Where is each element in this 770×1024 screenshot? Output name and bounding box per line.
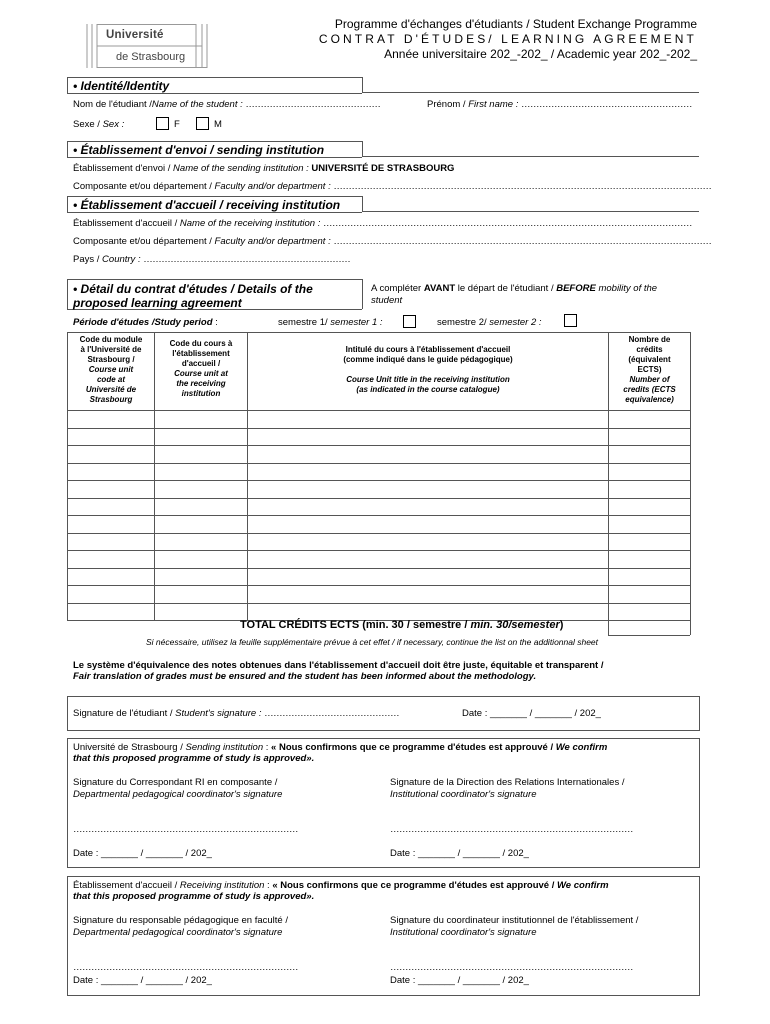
- sex-f-label: F: [174, 119, 180, 130]
- logo-text-line2: de Strasbourg: [116, 51, 186, 63]
- receiving-approval-line1: Établissement d'accueil / Receiving institution : « Nous confirmons que ce programme d'études est approuvé / We confirm: [73, 880, 609, 891]
- table-row[interactable]: [68, 463, 691, 481]
- student-firstname-field[interactable]: …………………………………………………: [520, 99, 692, 110]
- receiving-left-en: Departmental pedagogical coordinator's signature: [73, 927, 283, 938]
- student-signature-date[interactable]: Date : _______ / _______ / 202_: [462, 708, 601, 719]
- receiving-institution-field[interactable]: ……………………………………………………………………………………………………………: [323, 218, 693, 229]
- table-row[interactable]: [68, 568, 691, 586]
- header-col-credits: Nombre de crédits (équivalent ECTS) Number of credits (ECTS equivalence): [609, 333, 691, 411]
- receiving-right-fr: Signature du coordinateur institutionnel de l'établissement /: [390, 915, 639, 926]
- country-row: Pays / Country : ……………………………………………………………: [73, 254, 351, 265]
- total-credits-label: TOTAL CRÉDITS ECTS (min. 30 / semestre / min. 30/semester): [240, 619, 564, 631]
- receiving-right-signature-field[interactable]: ………………………………………………………………………: [390, 962, 633, 973]
- university-logo: [86, 24, 208, 68]
- receiving-right-en: Institutional coordinator's signature: [390, 927, 537, 938]
- sending-left-signature-field[interactable]: …………………………………………………………………: [73, 824, 298, 835]
- receiving-right-date[interactable]: Date : _______ / _______ / 202_: [390, 975, 529, 986]
- header-col-course-code: Code du cours à l'établissement d'accueil / Course unit at the receiving institution: [155, 333, 248, 411]
- receiving-institution-row: Établissement d'accueil / Name of the receiving institution : ……………………………………………………………………………………………………………: [73, 218, 693, 229]
- table-row[interactable]: [68, 411, 691, 429]
- receiving-left-signature-field[interactable]: …………………………………………………………………: [73, 962, 298, 973]
- sex-m-checkbox[interactable]: [196, 117, 209, 130]
- sending-institution-value: UNIVERSITÉ DE STRASBOURG: [311, 163, 455, 174]
- table-row[interactable]: [68, 516, 691, 534]
- header-contract-title: CONTRAT D'ÉTUDES/ LEARNING AGREEMENT: [318, 32, 697, 46]
- semester2-label: semestre 2/ semester 2 :: [437, 317, 542, 328]
- identity-section-title: • Identité/Identity: [73, 79, 170, 93]
- semester2-checkbox[interactable]: [564, 314, 577, 327]
- student-signature-row: Signature de l'étudiant / Student's signature : ………………………………………: [73, 708, 400, 719]
- sex-f-checkbox[interactable]: [156, 117, 169, 130]
- student-name-row: Nom de l'étudiant /Name of the student : ………………………………………: [73, 99, 381, 110]
- sending-right-fr: Signature de la Direction des Relations Internationales /: [390, 777, 625, 788]
- sending-department-field[interactable]: ………………………………………………………………………………………………………………: [333, 181, 712, 192]
- course-table-header: [68, 333, 691, 411]
- study-period-row: Période d'études /Study period :: [73, 317, 218, 328]
- student-firstname-row: Prénom / First name : …………………………………………………: [427, 99, 692, 110]
- sending-right-en: Institutional coordinator's signature: [390, 789, 537, 800]
- equivalence-en: Fair translation of grades must be ensured and the student has been informed about the methodology.: [73, 671, 537, 682]
- table-row[interactable]: [68, 603, 691, 621]
- table-row[interactable]: [68, 446, 691, 464]
- sending-approval-line1: Université de Strasbourg / Sending institution : « Nous confirmons que ce programme d'études est approuvé / We confirm: [73, 742, 608, 753]
- sending-left-fr: Signature du Correspondant RI en composante /: [73, 777, 278, 788]
- header-col-course-title: Intitulé du cours à l'établissement d'accueil (comme indiqué dans le guide pédagogique) Course Unit title in the receiving institution (as indicated in the course catalogue): [248, 333, 609, 411]
- receiving-department-field[interactable]: ………………………………………………………………………………………………………………: [333, 236, 712, 247]
- receiving-left-date[interactable]: Date : _______ / _______ / 202_: [73, 975, 212, 986]
- student-signature-field[interactable]: ………………………………………: [264, 708, 400, 719]
- equivalence-fr: Le système d'équivalence des notes obtenues dans l'établissement d'accueil doit être juste, équitable et transparent /: [73, 660, 604, 671]
- receiving-approval-line2: that this proposed programme of study is approved».: [73, 891, 315, 902]
- table-row[interactable]: [68, 428, 691, 446]
- table-row[interactable]: [68, 533, 691, 551]
- table-row[interactable]: [68, 551, 691, 569]
- sex-label: Sexe / Sex :: [73, 119, 125, 130]
- receiving-department-row: Composante et/ou département / Faculty and/or department : ………………………………………………………………………………………………………………: [73, 236, 712, 247]
- student-name-field[interactable]: ………………………………………: [245, 99, 381, 110]
- receiving-section-title: • Établissement d'accueil / receiving institution: [73, 198, 341, 212]
- sending-right-signature-field[interactable]: ………………………………………………………………………: [390, 824, 633, 835]
- course-table: [67, 332, 691, 621]
- table-row[interactable]: [68, 481, 691, 499]
- country-field[interactable]: ……………………………………………………………: [143, 254, 351, 265]
- sending-left-en: Departmental pedagogical coordinator's signature: [73, 789, 283, 800]
- sending-left-date[interactable]: Date : _______ / _______ / 202_: [73, 848, 212, 859]
- sending-right-date[interactable]: Date : _______ / _______ / 202_: [390, 848, 529, 859]
- table-row[interactable]: [68, 586, 691, 604]
- table-footnote: Si nécessaire, utilisez la feuille supplémentaire prévue à cet effet / if necessary, continue the list on the additionnal sheet: [146, 637, 599, 647]
- header-col-module-code: Code du module à l'Université de Strasbourg / Course unit code at Université de Strasbourg: [68, 333, 155, 411]
- header-programme: Programme d'échanges d'étudiants / Student Exchange Programme: [334, 17, 697, 31]
- details-note: A compléter AVANT le départ de l'étudiant / BEFORE mobility of the student: [371, 283, 658, 306]
- semester1-label: semestre 1/ semester 1 :: [278, 317, 383, 328]
- sending-approval-line2: that this proposed programme of study is approved».: [73, 753, 315, 764]
- sending-department-row: Composante et/ou département / Faculty and/or department : ………………………………………………………………………………………………………………: [73, 181, 712, 192]
- sending-institution-row: Établissement d'envoi / Name of the sending institution : UNIVERSITÉ DE STRASBOURG: [73, 163, 455, 174]
- details-section-title: • Détail du contrat d'études / Details of the proposed learning agreement: [73, 282, 313, 310]
- semester1-checkbox[interactable]: [403, 315, 416, 328]
- header-academic-year: Année universitaire 202_-202_ / Academic year 202_-202_: [384, 47, 697, 61]
- logo-text-line1: Université: [106, 29, 164, 41]
- sending-section-title: • Établissement d'envoi / sending institution: [73, 143, 325, 157]
- table-row[interactable]: [68, 498, 691, 516]
- sex-m-label: M: [214, 119, 222, 130]
- receiving-left-fr: Signature du responsable pédagogique en faculté /: [73, 915, 288, 926]
